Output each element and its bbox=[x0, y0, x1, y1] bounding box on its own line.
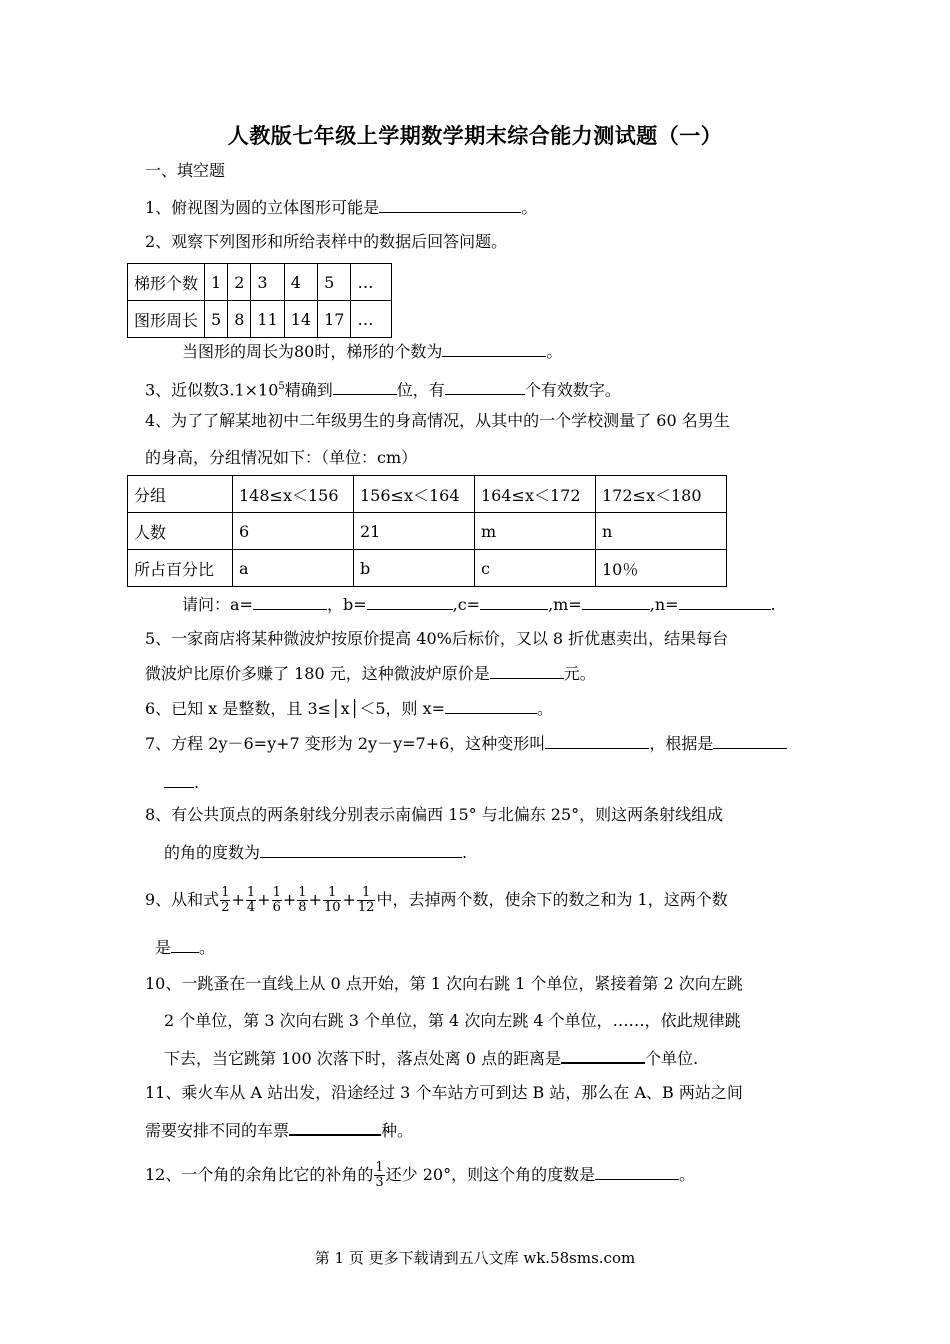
fraction: $\frac{1}{4}$ bbox=[246, 885, 256, 915]
table-row: 图形周长 5 8 11 14 17 … bbox=[128, 301, 392, 338]
question-4-ask: 请问：a= ，b= ,c= ,m= ,n= . bbox=[182, 595, 776, 614]
fraction: $\frac{1}{6}$ bbox=[272, 885, 281, 915]
answer-blank[interactable] bbox=[545, 733, 649, 749]
answer-blank[interactable] bbox=[445, 379, 525, 395]
question-2-follow: 当图形的周长为80时，梯形的个数为 。 bbox=[182, 342, 563, 361]
answer-blank[interactable] bbox=[164, 772, 194, 788]
question-10-line1: 10、一跳蚤在一直线上从 0 点开始，第 1 次向右跳 1 个单位，紧接着第 2 次向左跳 bbox=[145, 974, 743, 993]
question-5-line2: 微波炉比原价多赚了 180 元，这种微波炉原价是 元。 bbox=[145, 664, 596, 683]
question-4-line2: 的身高，分组情况如下：（单位：cm） bbox=[145, 448, 418, 467]
question-9: 9、从和式 $\frac{1}{2}$ + $\frac{1}{4}$ + $\frac{1}{6}$ + $\frac{1}{8}$ + $\frac{1}{10}$ + $\frac{1}{12}$ 中，去掉两个数，使余下的数之和为 1，这两个数 bbox=[145, 885, 728, 915]
question-10-line2: 2 个单位，第 3 次向右跳 3 个单位，第 4 次向左跳 4 个单位，……，依此规律跳 bbox=[164, 1011, 741, 1030]
question-5-line1: 5、一家商店将某种微波炉按原价提高 40%后标价，又以 8 折优惠卖出，结果每台 bbox=[145, 629, 729, 648]
trapezoid-table bbox=[127, 263, 392, 338]
question-4-line1: 4、为了了解某地初中二年级男生的身高情况，从其中的一个学校测量了 60 名男生 bbox=[145, 411, 730, 430]
answer-blank[interactable] bbox=[333, 379, 397, 395]
page-title: 人教版七年级上学期数学期末综合能力测试题（一） bbox=[227, 123, 723, 148]
fraction: $\frac{1}{8}$ bbox=[298, 885, 307, 915]
fraction: $\frac{1}{10}$ bbox=[323, 885, 341, 915]
answer-blank[interactable] bbox=[260, 842, 462, 858]
answer-blank[interactable] bbox=[289, 1119, 381, 1136]
answer-blank[interactable] bbox=[490, 663, 564, 679]
fraction: $\frac{1}{12}$ bbox=[357, 885, 375, 915]
answer-blank[interactable] bbox=[679, 594, 771, 610]
answer-blank[interactable] bbox=[713, 733, 787, 749]
answer-blank[interactable] bbox=[445, 698, 537, 714]
answer-blank[interactable] bbox=[367, 594, 453, 610]
section-heading: 一、填空题 bbox=[145, 161, 226, 180]
question-8-line1: 8、有公共顶点的两条射线分别表示南偏西 15° 与北偏东 25°，则这两条射线组成 bbox=[145, 805, 724, 824]
page-footer: 第 1 页 更多下载请到五八文库 wk.58sms.com bbox=[314, 1249, 636, 1267]
question-8-line2: 的角的度数为 . bbox=[164, 843, 468, 862]
answer-blank[interactable] bbox=[480, 594, 548, 610]
table-row: 分组 148≤x＜156 156≤x＜164 164≤x＜172 172≤x＜180 bbox=[128, 476, 727, 513]
question-11-line1: 11、乘火车从 A 站出发，沿途经过 3 个车站方可到达 B 站，那么在 A、B 两站之间 bbox=[145, 1083, 743, 1102]
answer-blank[interactable] bbox=[561, 1047, 645, 1064]
answer-blank[interactable] bbox=[582, 594, 650, 610]
fraction: $\frac{1}{3}$ bbox=[375, 1160, 384, 1190]
question-7: 7、方程 2y－6=y+7 变形为 2y－y=7+6，这种变形叫 ，根据是 bbox=[145, 733, 787, 755]
question-9-cont: 是 。 bbox=[155, 938, 216, 957]
answer-blank[interactable] bbox=[442, 341, 546, 357]
question-11-line2: 需要安排不同的车票 种。 bbox=[145, 1121, 414, 1140]
answer-blank[interactable] bbox=[379, 197, 521, 213]
answer-blank[interactable] bbox=[253, 594, 327, 610]
table-row: 所占百分比 a b c 10％ bbox=[128, 550, 727, 587]
table-row: 梯形个数 1 2 3 4 5 … bbox=[128, 264, 392, 301]
question-1: 1、俯视图为圆的立体图形可能是 。 bbox=[145, 198, 538, 217]
question-6: 6、已知 x 是整数，且 3≤│x│＜5，则 x= 。 bbox=[145, 699, 554, 718]
height-table bbox=[127, 475, 727, 587]
answer-blank[interactable] bbox=[595, 1164, 679, 1180]
answer-blank[interactable] bbox=[171, 937, 199, 953]
question-2: 2、观察下列图形和所给表样中的数据后回答问题。 bbox=[145, 232, 508, 251]
question-10-line3: 下去，当它跳第 100 次落下时，落点处离 0 点的距离是 个单位. bbox=[164, 1049, 699, 1068]
question-12: 12、一个角的余角比它的补角的 $\frac{1}{3}$ 还少 20°，则这个角的度数是 。 bbox=[145, 1160, 696, 1190]
table-row: 人数 6 21 m n bbox=[128, 513, 727, 550]
fraction: $\frac{1}{2}$ bbox=[221, 885, 230, 915]
question-3: 3、近似数$3.1\times 10^5$精确到 位，有 个有效数字。 bbox=[145, 380, 621, 400]
question-7-cont: . bbox=[164, 772, 199, 794]
